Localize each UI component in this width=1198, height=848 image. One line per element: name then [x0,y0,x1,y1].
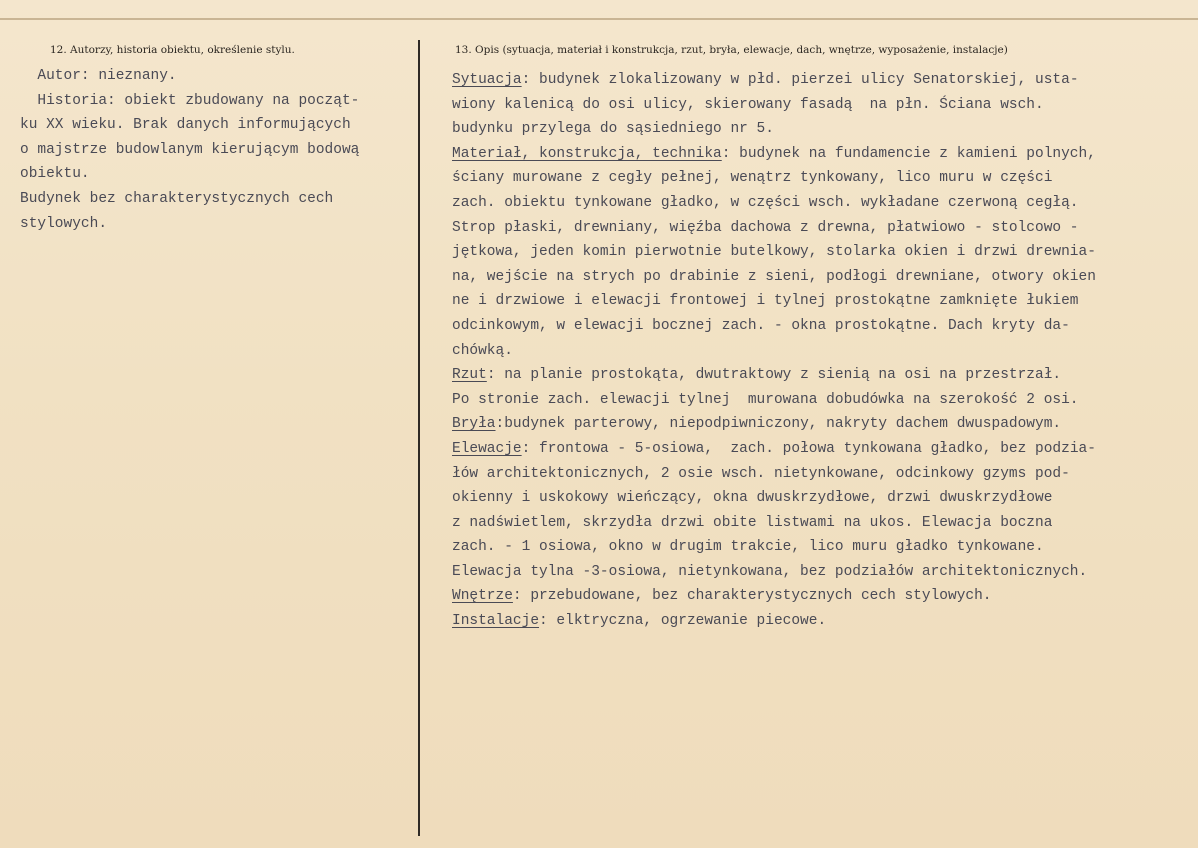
section-13-line: okienny i uskokowy wieńczący, okna dwuskrzydłowe, drzwi dwuskrzydłowe [452,490,1053,507]
section-13-heading: 13. Opis (sytuacja, materiał i konstrukcja, rzut, bryła, elewacje, dach, wnętrze, wyposażenie, instalacje) [455,44,1008,56]
section-13-line: Strop płaski, drewniany, więźba dachowa z drewna, płatwiowo - stolcowo - [452,219,1079,236]
section-12-line: ku XX wieku. Brak danych informujących [20,117,351,134]
section-13-line: Po stronie zach. elewacji tylnej murowana dobudówka na szerokość 2 osi. [452,391,1079,408]
section-13-line: Rzut: na planie prostokąta, dwutraktowy z sienią na osi na przestrzał. [452,367,1062,384]
section-12-line: obiektu. [20,166,90,183]
section-13-line: ściany murowane z cegły pełnej, wenątrz tynkowany, lico muru w części [452,170,1053,187]
section-13-line: jętkowa, jeden komin pierwotnie butelkowy, stolarka okien i drzwi drewnia- [452,244,1096,261]
section-13-line: budynku przylega do sąsiedniego nr 5. [452,121,774,138]
section-12-line: Historia: obiekt zbudowany na począt- [20,92,360,109]
section-13-line: z nadświetlem, skrzydła drzwi obite listwami na ukos. Elewacja boczna [452,514,1053,531]
column-divider [418,40,420,836]
section-13-line: łów architektonicznych, 2 osie wsch. nietynkowane, odcinkowy gzyms pod- [452,465,1070,482]
subsection-label: Wnętrze [452,588,513,605]
section-13-line: zach. obiektu tynkowane gładko, w części wsch. wykładane czerwoną cegłą. [452,194,1079,211]
section-12-line: Autor: nieznany. [20,68,177,84]
subsection-label: Bryła [452,416,496,433]
subsection-label: Rzut [452,367,487,384]
section-13-line: Elewacja tylna -3-osiowa, nietynkowana, bez podziałów architektonicznych. [452,563,1088,580]
section-13-line: Elewacje: frontowa - 5-osiowa, zach. połowa tynkowana gładko, bez podzia- [452,440,1096,457]
subsection-label: Elewacje [452,440,522,457]
section-12-body [20,64,412,236]
subsection-label: Instalacje [452,613,540,630]
section-13-line: odcinkowym, w elewacji bocznej zach. - okna prostokątne. Dach kryty da- [452,317,1070,334]
section-13-line: chówką. [452,342,513,359]
top-rule [0,18,1198,20]
section-13-line: Instalacje: elktryczna, ogrzewanie piecowe. [452,613,827,630]
section-13-line: Materiał, konstrukcja, technika: budynek na fundamencie z kamieni polnych, [452,145,1096,162]
section-13-line: ne i drzwiowe i elewacji frontowej i tylnej prostokątne zamknięte łukiem [452,293,1079,310]
section-13-line: na, wejście na strych po drabinie z sieni, podłogi drewniane, otwory okien [452,268,1096,285]
section-13-line: wiony kalenicą do osi ulicy, skierowany fasadą na płn. Ściana wsch. [452,96,1044,113]
section-12-line: o majstrze budowlanym kierującym bodową [20,141,360,158]
section-12-line: stylowych. [20,215,108,232]
section-13-line: Bryła:budynek parterowy, niepodpiwniczony, nakryty dachem dwuspadowym. [452,416,1062,433]
section-12-heading: 12. Autorzy, historia obiektu, określenie stylu. [50,44,295,56]
section-13-line: zach. - 1 osiowa, okno w drugim trakcie, lico muru gładko tynkowane. [452,539,1044,556]
section-13-body [452,68,1194,634]
section-12-line: Budynek bez charakterystycznych cech [20,190,334,207]
section-13-line: Wnętrze: przebudowane, bez charakterystycznych cech stylowych. [452,588,992,605]
subsection-label: Sytuacja [452,72,522,88]
section-13-line: Sytuacja: budynek zlokalizowany w płd. pierzei ulicy Senatorskiej, usta- [452,72,1079,88]
subsection-label: Materiał, konstrukcja, technika [452,145,722,162]
